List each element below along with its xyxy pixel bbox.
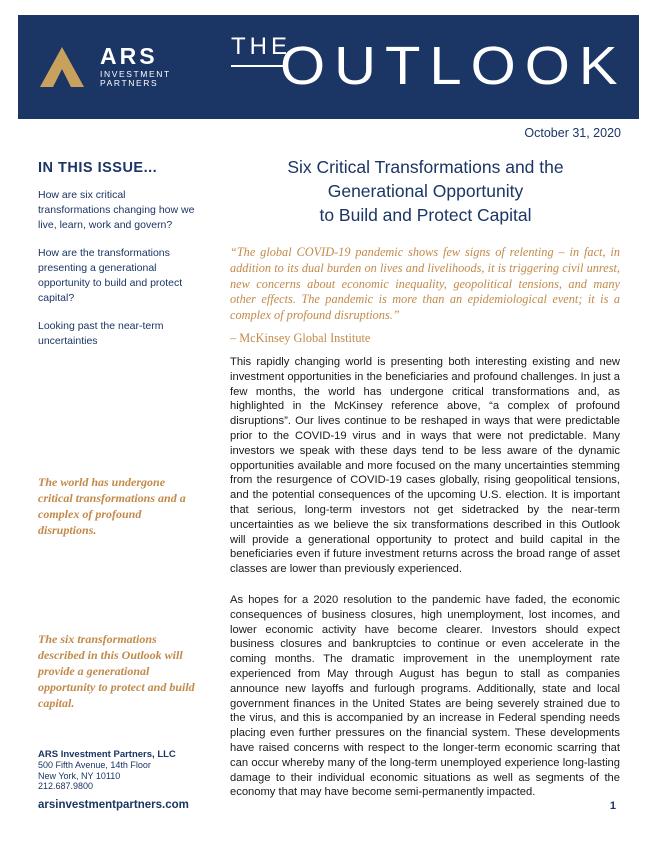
sidebar-item-opportunity: How are the transformations presenting a generational opportunity to build and protect capital?: [38, 247, 183, 304]
address-line-1: 500 Fifth Avenue, 14th Floor: [38, 760, 151, 770]
page-number: 1: [609, 800, 616, 812]
company-name: ARS Investment Partners, LLC: [38, 749, 176, 760]
phone-number: 212.687.9800: [38, 781, 94, 791]
logo-wordmark: ARS: [100, 43, 158, 69]
address-line-2: New York, NY 10110: [38, 770, 121, 781]
website-link[interactable]: arsinvestmentpartners.com: [38, 799, 189, 811]
pullquote-transformations: The world has undergone critical transformations and a complex of profound disruptions.: [38, 475, 186, 537]
sidebar: [38, 160, 198, 362]
body-paragraph-2: As hopes for a 2020 resolution to the pandemic have faded, the economic consequences of business closures, high unemployment, lost incomes, and lower economic activity have become clearer. Investors should expect business closures and bankruptcies to continue or even accelerate in the coming months. The dramatic improvement in the unemployment rate experienced from May through August has begun to stall as companies announce new layoffs and furlough programs. Additionally, state and local government finances in the United States are being severely strained due to the virus, and this is accompanied by an increase in Federal spending needs placing even further pressures on the financial system. These developments have raised concerns with respect to the longer-term economic scarring that can occur whereby many of the long-term unemployed experience long-lasting damage to their individual economic situations as well as segments of the economy that may have become semi-permanently impacted.: [230, 594, 620, 799]
header-band: [18, 15, 639, 119]
title-the: THE: [231, 33, 291, 60]
ars-logo-icon: [40, 47, 84, 87]
body-paragraph-1: This rapidly changing world is presenting both interesting existing and new investment opportunities in the beneficiaries and profound challenges. In just a few months, the world has undergone critical transformations and, as highlighted in the McKinsey reference above, “a complex of profound disruptions”. Our lives continue to be reshaped in ways that were predictable prior to the COVID-19 virus and in ways that were not predictable. Many investors we speak with these days tend to be less aware of the dynamic opportunities available and more focused on the many uncertainties stemming from the resurgence of COVID-19 cases globally, rising geopolitical tensions, and the potential consequences of the upcoming U.S. election. It is important that serious, long-term investors not get sidetracked by the near-term uncertainties as we believe the six transformations described in this Outlook will provide a generational opportunity to protect and build capital in the beneficiaries even if future investment returns across the broad range of asset classes are lower than previously experienced.: [230, 356, 620, 576]
issue-date: October 31, 2020: [524, 126, 621, 140]
sidebar-item-uncertainties: Looking past the near-term uncertainties: [38, 320, 164, 347]
mckinsey-quote: “The global COVID-19 pandemic shows few signs of relenting – in fact, in addition to its dual burden on lives and livelihoods, it is triggering civil unrest, new concerns about economic inequality, geopolitical tensions, and many other effects. The pandemic is more than an epidemiological event; it is a complex of profound disruptions.”: [230, 245, 620, 323]
title-outlook: OUTLOOK: [280, 36, 627, 96]
title-underline: [231, 65, 283, 67]
sidebar-heading: IN THIS ISSUE...: [38, 160, 158, 176]
article-title: Six Critical Transformations and the Generational Opportunity to Build and Protect Capital: [287, 157, 564, 225]
sidebar-item-transformations: How are six critical transformations changing how we live, learn, work and govern?: [38, 189, 195, 231]
quote-attribution: – McKinsey Global Institute: [230, 331, 371, 345]
contact-block: [38, 749, 208, 792]
logo-subtitle: INVESTMENT PARTNERS: [100, 69, 171, 88]
pullquote-opportunity: The six transformations described in this Outlook will provide a generational opportunity to protect and build capital.: [38, 632, 195, 710]
